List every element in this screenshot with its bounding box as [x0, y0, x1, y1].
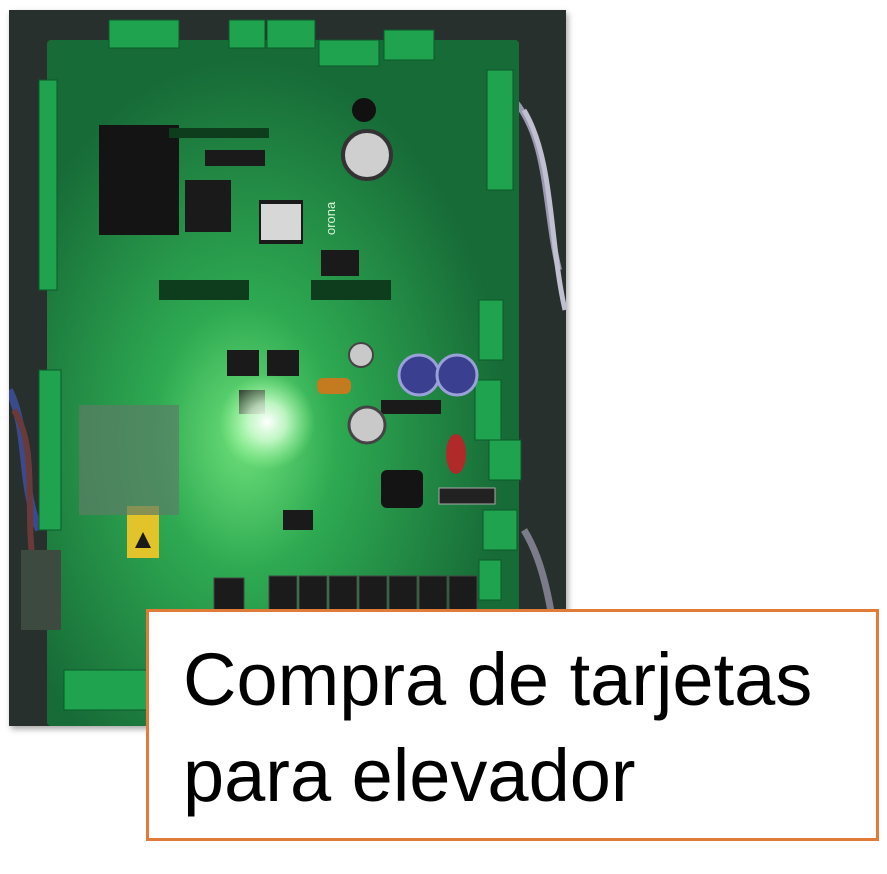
coin-battery	[343, 131, 391, 179]
buzzer	[352, 98, 376, 122]
fuse-holder	[439, 488, 495, 504]
caption-box	[146, 609, 879, 841]
transformer	[381, 470, 423, 508]
black-module	[99, 125, 179, 235]
relay-module	[79, 405, 179, 515]
processor-label	[261, 204, 301, 240]
caption-line-1: Compra de tarjetas	[183, 638, 813, 721]
brand-silkscreen: orona	[323, 201, 338, 235]
caption-line-2: para elevador	[183, 734, 636, 817]
led-flare	[219, 374, 315, 470]
coil	[317, 378, 351, 394]
side-connector	[21, 550, 61, 630]
